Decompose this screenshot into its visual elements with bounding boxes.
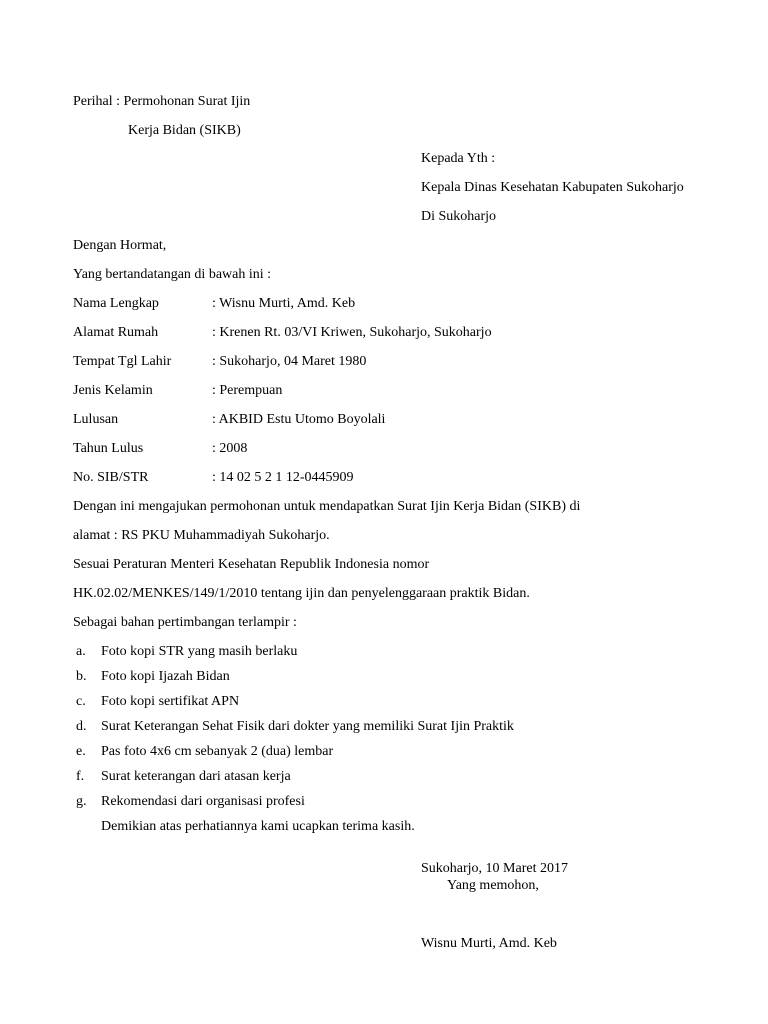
field-label-ttl: Tempat Tgl Lahir	[73, 354, 172, 369]
attachment-item: Rekomendasi dari organisasi profesi	[101, 794, 305, 809]
recipient-line-1: Kepada Yth :	[421, 151, 496, 166]
signature-name: Wisnu Murti, Amd. Keb	[421, 936, 557, 951]
attachment-item: Foto kopi Ijazah Bidan	[101, 669, 230, 684]
recipient-line-3: Di Sukoharjo	[421, 209, 497, 224]
field-value-tahun-lulus: : 2008	[212, 441, 248, 456]
field-value-kelamin: : Perempuan	[212, 383, 283, 398]
attachment-item: Pas foto 4x6 cm sebanyak 2 (dua) lembar	[101, 744, 334, 759]
attachments-intro: Sebagai bahan pertimbangan terlampir :	[73, 615, 297, 630]
intro-text: Yang bertandatangan di bawah ini :	[73, 267, 272, 282]
signature-applicant-label: Yang memohon,	[447, 878, 539, 893]
closing-text: Demikian atas perhatiannya kami ucapkan terima kasih.	[101, 819, 415, 834]
attachment-marker: f.	[76, 769, 85, 784]
field-label-kelamin: Jenis Kelamin	[73, 383, 153, 398]
field-value-nama: : Wisnu Murti, Amd. Keb	[212, 296, 356, 311]
body-paragraph-2-line-1: Sesuai Peraturan Menteri Kesehatan Republik Indonesia nomor	[73, 557, 430, 572]
attachment-marker: e.	[76, 744, 86, 759]
greeting: Dengan Hormat,	[73, 238, 167, 253]
body-paragraph-1-line-2: alamat : RS PKU Muhammadiyah Sukoharjo.	[73, 528, 330, 543]
field-value-ttl: : Sukoharjo, 04 Maret 1980	[212, 354, 367, 369]
field-value-lulusan: : AKBID Estu Utomo Boyolali	[212, 412, 386, 427]
body-paragraph-2-line-2: HK.02.02/MENKES/149/1/2010 tentang ijin dan penyelenggaraan praktik Bidan.	[73, 586, 530, 601]
attachment-marker: c.	[76, 694, 86, 709]
body-paragraph-1-line-1: Dengan ini mengajukan permohonan untuk mendapatkan Surat Ijin Kerja Bidan (SIKB) di	[73, 499, 581, 514]
attachment-marker: g.	[76, 794, 87, 809]
recipient-line-2: Kepala Dinas Kesehatan Kabupaten Sukoharjo	[421, 180, 684, 195]
signature-place-date: Sukoharjo, 10 Maret 2017	[421, 861, 568, 876]
attachment-item: Surat Keterangan Sehat Fisik dari dokter yang memiliki Surat Ijin Praktik	[101, 719, 514, 734]
subject-line-2: Kerja Bidan (SIKB)	[128, 123, 241, 138]
attachment-item: Surat keterangan dari atasan kerja	[101, 769, 291, 784]
field-label-sib-str: No. SIB/STR	[73, 470, 149, 485]
attachment-marker: b.	[76, 669, 87, 684]
attachment-marker: a.	[76, 644, 86, 659]
attachment-marker: d.	[76, 719, 87, 734]
subject-line-1: Perihal : Permohonan Surat Ijin	[73, 94, 251, 109]
field-label-nama: Nama Lengkap	[73, 296, 159, 311]
attachment-item: Foto kopi sertifikat APN	[101, 694, 240, 709]
field-label-alamat: Alamat Rumah	[73, 325, 159, 340]
attachment-item: Foto kopi STR yang masih berlaku	[101, 644, 298, 659]
field-value-sib-str: : 14 02 5 2 1 12-0445909	[212, 470, 354, 485]
field-label-lulusan: Lulusan	[73, 412, 119, 427]
field-label-tahun-lulus: Tahun Lulus	[73, 441, 144, 456]
field-value-alamat: : Krenen Rt. 03/VI Kriwen, Sukoharjo, Sukoharjo	[212, 325, 492, 340]
